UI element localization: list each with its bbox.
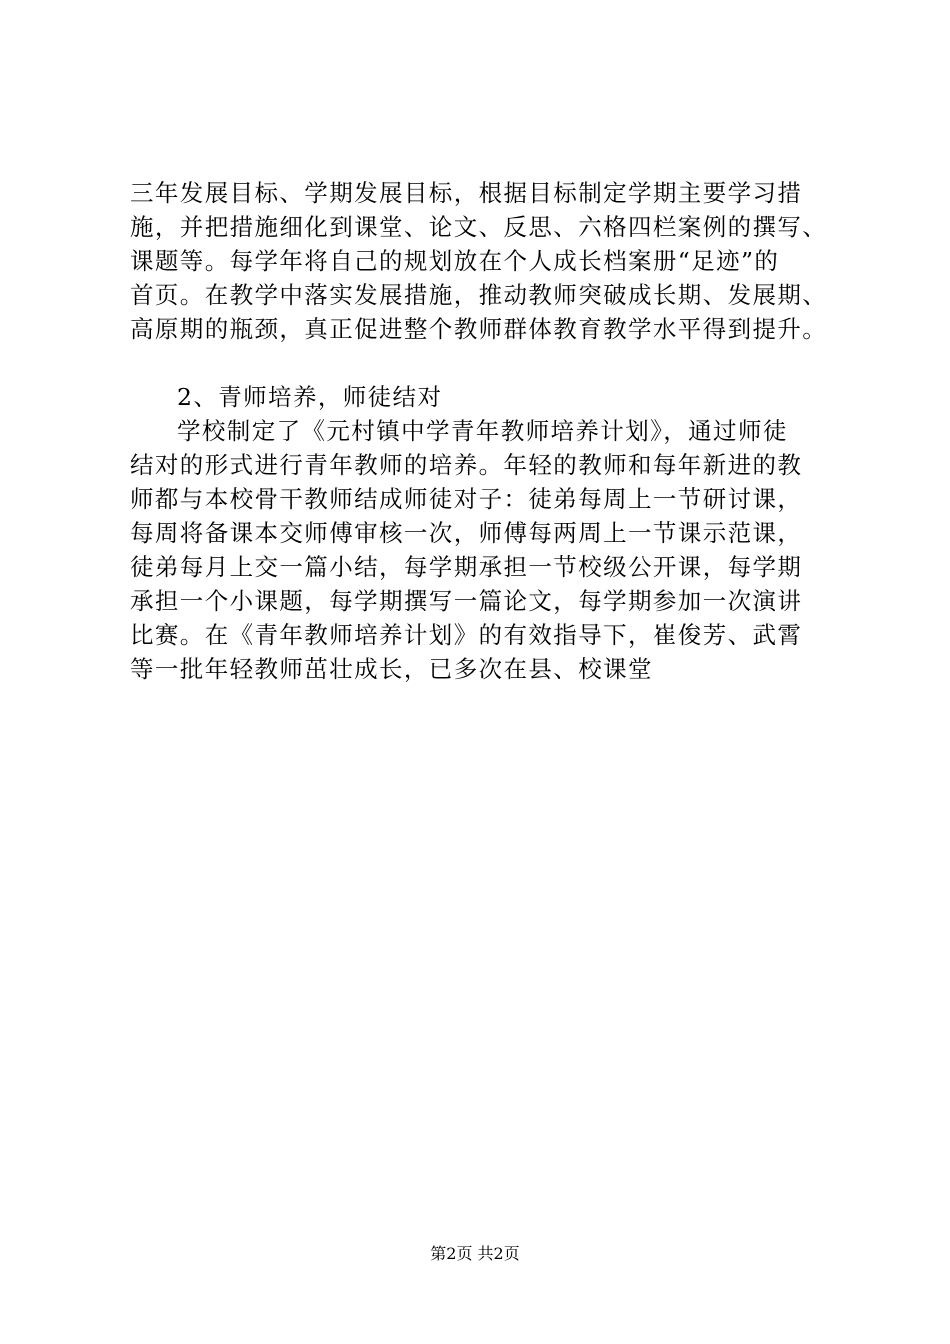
paragraph-line: 承担一个小课题，每学期撰写一篇论文，每学期参加一次演讲 — [130, 587, 803, 615]
paragraph-line: 师都与本校骨干教师结成师徒对子：徒弟每周上一节研讨课， — [130, 485, 803, 513]
paragraph-line: 首页。在教学中落实发展措施，推动教师突破成长期、发展期、 — [130, 281, 828, 309]
section-heading: 2、青师培养，师徒结对 — [177, 383, 443, 411]
paragraph-line: 比赛。在《青年教师培养计划》的有效指导下，崔俊芳、武霄 — [130, 621, 803, 649]
paragraph-line: 三年发展目标、学期发展目标，根据目标制定学期主要学习措 — [130, 179, 803, 207]
document-body — [130, 176, 850, 686]
paragraph-line: 结对的形式进行青年教师的培养。年轻的教师和每年新进的教 — [130, 451, 803, 479]
paragraph-line: 徒弟每月上交一篇小结，每学期承担一节校级公开课，每学期 — [130, 553, 803, 581]
paragraph-line: 每周将备课本交师傅审核一次，师傅每两周上一节课示范课， — [130, 519, 803, 547]
paragraph-line: 高原期的瓶颈，真正促进整个教师群体教育教学水平得到提升。 — [130, 315, 828, 343]
page-number: 第2页 共2页 — [430, 1244, 520, 1263]
paragraph-line: 课题等。每学年将自己的规划放在个人成长档案册“足迹”的 — [130, 247, 780, 275]
paragraph-line: 施，并把措施细化到课堂、论文、反思、六格四栏案例的撰写、 — [130, 213, 828, 241]
paragraph-gap — [130, 346, 850, 380]
paragraph-line: 学校制定了《元村镇中学青年教师培养计划》，通过师徒 — [177, 417, 788, 445]
page-footer — [0, 1242, 950, 1266]
paragraph-line: 等一批年轻教师茁壮成长，已多次在县、校课堂 — [130, 655, 653, 683]
